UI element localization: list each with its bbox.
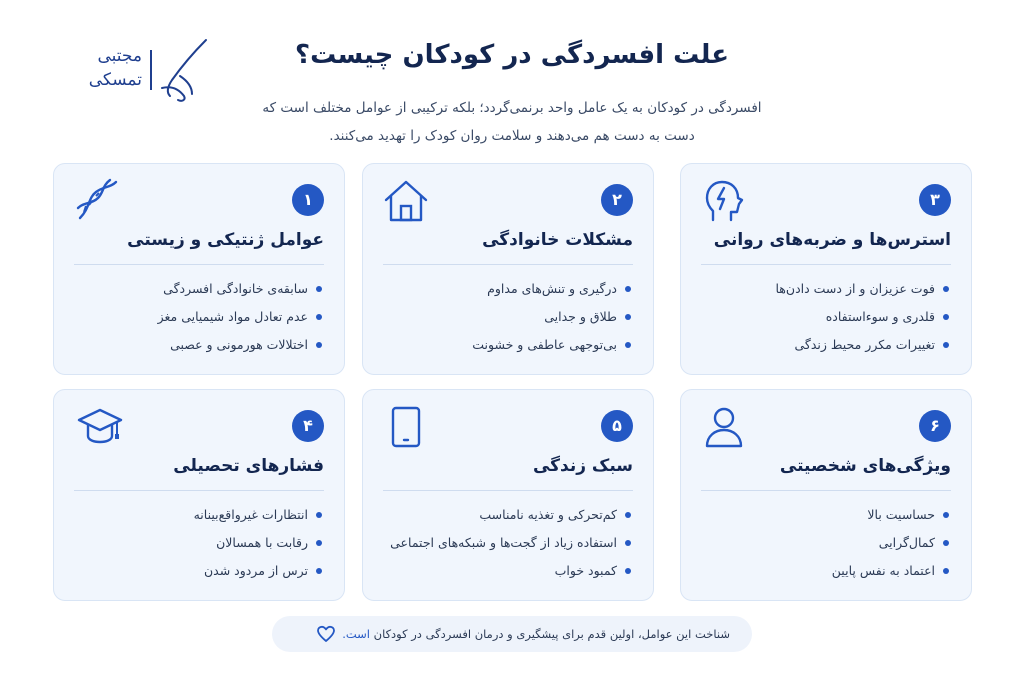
card-personality: [680, 389, 972, 601]
list-item: سابقه‌ی خانوادگی افسردگی: [74, 278, 324, 306]
logo-divider: [150, 50, 152, 90]
dna-icon: [74, 178, 120, 224]
page-title: علت افسردگی در کودکان چیست؟: [294, 40, 729, 70]
list-item: کمبود خواب: [383, 560, 633, 588]
footer-text: [330, 616, 730, 652]
list-item: اعتماد به نفس پایین: [701, 560, 951, 588]
logo-line-2: تمسکی: [88, 70, 142, 90]
list-item: کمال‌گرایی: [701, 532, 951, 560]
list-item: عدم تعادل مواد شیمیایی مغز: [74, 306, 324, 334]
list-item: قلدری و سوءاستفاده: [701, 306, 951, 334]
card-number: ۱: [292, 184, 324, 216]
list-item: استفاده زیاد از گجت‌ها و شبکه‌های اجتماعی: [383, 532, 633, 560]
card-title: ویژگی‌های شخصیتی: [779, 456, 951, 476]
footer-note: [272, 616, 752, 652]
card-number: ۶: [919, 410, 951, 442]
list-item: رقابت با همسالان: [74, 532, 324, 560]
card-title: مشکلات خانوادگی: [482, 230, 633, 250]
card-divider: [74, 264, 324, 265]
card-items: [74, 278, 324, 362]
list-item: اختلالات هورمونی و عصبی: [74, 334, 324, 362]
card-title: سبک زندگی: [532, 456, 633, 476]
heart-icon: [316, 625, 336, 643]
list-item: انتظارات غیرواقع‌بینانه: [74, 504, 324, 532]
card-number: ۴: [292, 410, 324, 442]
card-academic: [53, 389, 345, 601]
card-items: [74, 504, 324, 588]
user-icon: [701, 404, 747, 450]
list-item: کم‌تحرکی و تغذیه نامناسب: [383, 504, 633, 532]
card-number: ۳: [919, 184, 951, 216]
card-title: استرس‌ها و ضربه‌های روانی: [713, 230, 951, 250]
card-stress: [680, 163, 972, 375]
list-item: فوت عزیزان و از دست دادن‌ها: [701, 278, 951, 306]
list-item: تغییرات مکرر محیط زندگی: [701, 334, 951, 362]
head-lightning-icon: [701, 178, 747, 224]
card-items: [383, 504, 633, 588]
list-item: حساسیت بالا: [701, 504, 951, 532]
card-lifestyle: [362, 389, 654, 601]
card-genetic: [53, 163, 345, 375]
list-item: ترس از مردود شدن: [74, 560, 324, 588]
list-item: درگیری و تنش‌های مداوم: [383, 278, 633, 306]
card-title: فشارهای تحصیلی: [173, 456, 324, 476]
card-family: [362, 163, 654, 375]
logo-line-1: مجتبی: [97, 46, 142, 66]
logo: [60, 36, 210, 106]
card-number: ۲: [601, 184, 633, 216]
card-items: [383, 278, 633, 362]
card-title: عوامل ژنتیکی و زیستی: [127, 230, 324, 250]
intro-line-1: افسردگی در کودکان به یک عامل واحد برنمی‌گردد؛ بلکه ترکیبی از عوامل مختلف است که: [262, 100, 762, 116]
footer-text-accent: است.: [342, 627, 370, 641]
card-divider: [74, 490, 324, 491]
graduation-cap-icon: [74, 404, 126, 450]
house-icon: [383, 178, 429, 224]
intro-line-2: دست به دست هم می‌دهند و سلامت روان کودک را تهدید می‌کنند.: [329, 128, 695, 144]
footer-text-main: شناخت این عوامل، اولین قدم برای پیشگیری و درمان افسردگی در کودکان: [373, 627, 730, 641]
card-number: ۵: [601, 410, 633, 442]
card-divider: [383, 490, 633, 491]
card-items: [701, 278, 951, 362]
list-item: بی‌توجهی عاطفی و خشونت: [383, 334, 633, 362]
card-divider: [701, 490, 951, 491]
phone-icon: [383, 404, 429, 450]
card-divider: [701, 264, 951, 265]
card-items: [701, 504, 951, 588]
card-divider: [383, 264, 633, 265]
intro-text: [250, 94, 774, 150]
list-item: طلاق و جدایی: [383, 306, 633, 334]
